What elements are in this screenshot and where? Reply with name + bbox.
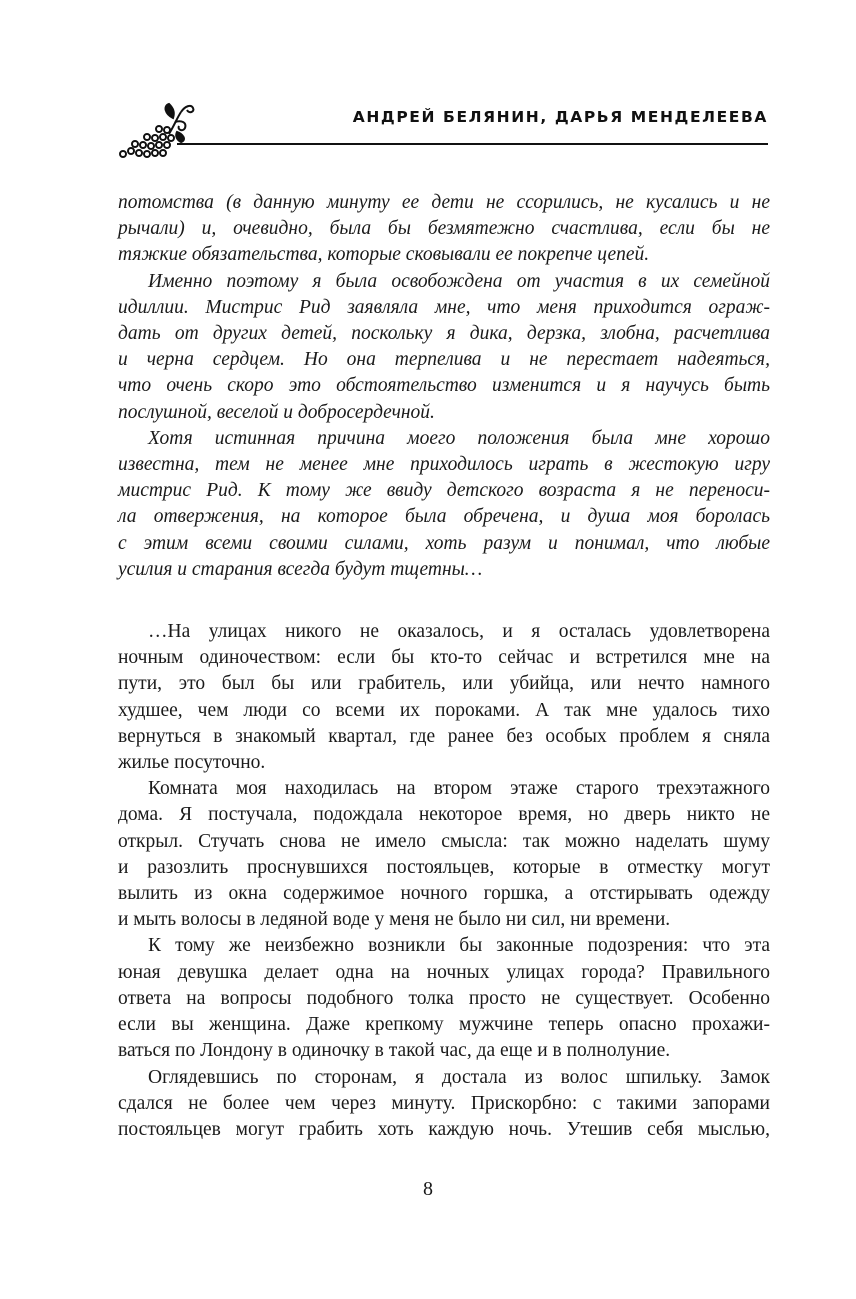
running-head	[115, 98, 768, 160]
text-line: известна, тем не менее мне приходилось играть в жестокую игру	[118, 454, 770, 476]
text-line: ваться по Лондону в одиночку в такой час, да еще и в полнолуние.	[118, 1040, 671, 1062]
paragraph-1	[118, 619, 770, 776]
text-line: если вы женщина. Даже крепкому мужчине теперь опасно прохажи-	[118, 1014, 770, 1036]
text-line: идиллии. Мистрис Рид заявляла мне, что меня приходится ограж-	[118, 296, 770, 318]
text-line: К тому же неизбежно возникли бы законные подозрения: что эта	[148, 935, 770, 957]
text-line: и мыть волосы в ледяной воде у меня не было ни сил, ни времени.	[118, 909, 671, 931]
text-line: мистрис Рид. К тому же ввиду детского возраста я не переноси-	[118, 480, 770, 502]
text-line: Комната моя находилась на втором этаже старого трехэтажного	[148, 778, 770, 800]
grape-vine-ornament-icon	[115, 98, 205, 160]
text-line: ночным одиночеством: если бы кто-то сейчас и встретился мне на	[118, 647, 770, 669]
text-line: …На улицах никого не оказалось, и я осталась удовлетворена	[148, 621, 770, 643]
text-line: вылить из окна содержимое ночного горшка, а отстирывать одежду	[118, 883, 770, 905]
text-line: дома. Я постучала, подождала некоторое время, но дверь никто не	[118, 804, 770, 826]
paragraph-4	[118, 1065, 770, 1144]
text-line: и черна сердцем. Но она терпелива и не перестает надеяться,	[118, 349, 770, 371]
text-line: и разозлить проснувшихся постояльцев, которые в отместку могут	[118, 856, 770, 878]
text-line: Оглядевшись по сторонам, я достала из волос шпильку. Замок	[148, 1066, 770, 1088]
text-line: вернуться в знакомый квартал, где ранее без особых проблем я сняла	[118, 725, 770, 747]
text-line: ответа на вопросы подобного толка просто не существует. Особенно	[118, 987, 770, 1009]
text-line: с этим всеми своими силами, хоть разум и понимал, что любые	[118, 532, 770, 554]
text-line: юная девушка делает одна на ночных улицах города? Правильного	[118, 961, 770, 983]
paragraph-3	[118, 933, 770, 1064]
running-head-author: АНДРЕЙ БЕЛЯНИН, ДАРЬЯ МЕНДЕЛЕЕВА	[352, 108, 768, 126]
italic-paragraph-2	[118, 269, 770, 426]
text-line: усилия и старания всегда будут тщетны…	[118, 558, 483, 580]
text-line: постояльцев могут грабить хоть каждую ночь. Утешив себя мыслью,	[118, 1118, 770, 1140]
text-line: Хотя истинная причина моего положения была мне хорошо	[148, 427, 770, 449]
text-line: рычали) и, очевидно, была бы безмятежно счастлива, если бы не	[118, 218, 770, 240]
text-line: послушной, веселой и добросердечной.	[118, 401, 435, 423]
text-line: пути, это был бы или грабитель, или убийца, или нечто намного	[118, 673, 770, 695]
text-line: открыл. Стучать снова не имело смысла: так можно наделать шуму	[118, 830, 770, 852]
text-line: что очень скоро это обстоятельство изменится и я научусь быть	[118, 375, 770, 397]
paragraph-2	[118, 776, 770, 933]
text-line: тяжкие обязательства, которые сковывали ее покрепче цепей.	[118, 244, 650, 266]
text-line: жилье посуточно.	[118, 752, 266, 774]
text-line: худшее, чем люди со всеми их пороками. А так мне удалось тихо	[118, 699, 770, 721]
italic-paragraph-1	[118, 190, 770, 269]
text-line: ла отвержения, на которое была обречена, и душа моя боролась	[118, 506, 770, 528]
section-gap	[118, 583, 770, 619]
text-line: Именно поэтому я была освобождена от участия в их семейной	[148, 270, 770, 292]
body-text	[118, 190, 770, 1143]
page-number: 8	[423, 1178, 433, 1200]
text-line: потомства (в данную минуту ее дети не ссорились, не кусались и не	[118, 192, 770, 213]
header-rule	[177, 143, 768, 145]
text-line: сдался не более чем через минуту. Прискорбно: с такими запорами	[118, 1092, 770, 1114]
italic-paragraph-3	[118, 426, 770, 583]
text-line: дать от других детей, поскольку я дика, дерзка, злобна, расчетлива	[118, 323, 770, 345]
